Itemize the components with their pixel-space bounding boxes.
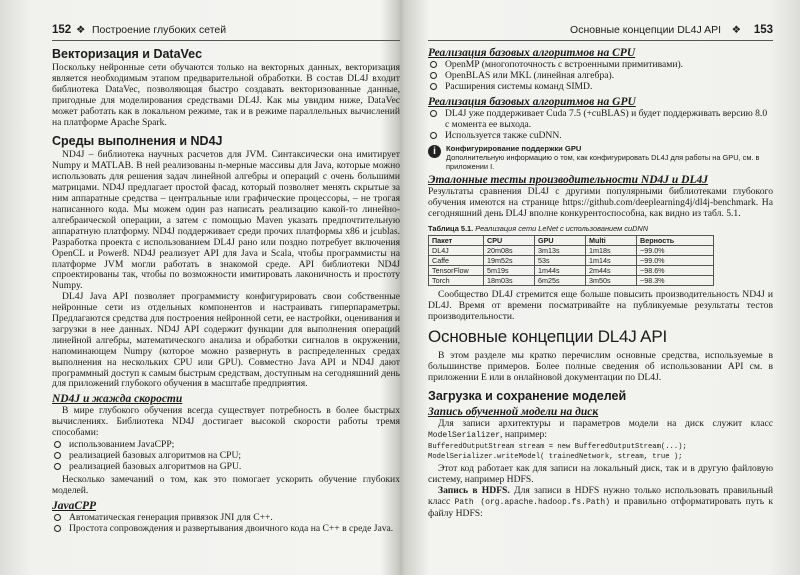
table-row bbox=[429, 276, 714, 286]
table-caption bbox=[428, 224, 773, 233]
table-cell: Caffe bbox=[429, 256, 484, 266]
bullet-circle-icon bbox=[430, 72, 437, 79]
heading-concepts: Основные концепции DL4J API bbox=[428, 326, 667, 346]
left-page-number: 152 bbox=[52, 24, 72, 36]
table-cell: 6m25s bbox=[535, 276, 586, 286]
table-cell: DL4J bbox=[429, 246, 484, 256]
left-page-content bbox=[52, 44, 400, 536]
hdfs-label: Запись в HDFS. bbox=[438, 485, 510, 497]
bullet-circle-icon bbox=[430, 61, 437, 68]
right-page bbox=[428, 0, 773, 575]
table-cell: 1m14s bbox=[586, 256, 637, 266]
table-cell: 20m08s bbox=[484, 246, 535, 256]
table-cell: TensorFlow bbox=[429, 266, 484, 276]
table-row bbox=[429, 246, 714, 256]
table-cell: 5m19s bbox=[484, 266, 535, 276]
header-bullet: ❖ bbox=[76, 24, 86, 36]
note-text: Дополнительную информацию о том, как конфигурировать DL4J для работы на GPU, см. в приложении I. bbox=[446, 153, 760, 172]
note-title: Конфигурирование поддержки GPU bbox=[446, 144, 582, 154]
paragraph-speed-2: Несколько замечаний о том, как это помогает ускорить обучение глубоких моделей. bbox=[52, 473, 400, 496]
list-item: DL4J уже поддерживает Cuda 7.5 (+cuBLAS) и будет поддерживать версию 8.0 с момента ее выхода. bbox=[428, 109, 773, 131]
table-cell: 53s bbox=[535, 256, 586, 266]
list-item: Автоматическая генерация привязок JNI для C++. bbox=[52, 513, 400, 524]
table-cell: ~98.3% bbox=[637, 276, 714, 286]
table-cell: 19m52s bbox=[484, 256, 535, 266]
table-header-row bbox=[429, 236, 714, 246]
paragraph-code-note: Этот код работает как для записи на локальный диск, так и в другую файловую систему, например HDFS. bbox=[428, 463, 773, 486]
left-page bbox=[52, 0, 400, 575]
list-item: Используется также cuDNN. bbox=[428, 131, 773, 142]
table-cell: ~99.0% bbox=[637, 246, 714, 256]
table-cell: 1m44s bbox=[535, 266, 586, 276]
left-running-head: Построение глубоких сетей bbox=[92, 24, 227, 36]
heading-cpu: Реализация базовых алгоритмов на CPU bbox=[428, 47, 636, 59]
list-item: реализацией базовых алгоритмов на CPU; bbox=[52, 451, 400, 462]
column-header: Верность bbox=[637, 236, 714, 246]
column-header: GPU bbox=[535, 236, 586, 246]
bullet-circle-icon bbox=[430, 132, 437, 139]
bullet-circle-icon bbox=[54, 514, 61, 521]
paragraph-vectorization: Поскольку нейронные сети обучаются только на векторных данных, векторизация является необходимым этапом предварительной обработки. В состав DL4J входит библиотека DataVec, позволяющая быстро создавать векторизованные данные, пригодные для моделирования средствами DL4J. Как мы увидим ниже, DataVec может работать как в локальном режиме, так и в режиме параллельных вычислений на платформе Apache Spark. bbox=[52, 62, 400, 128]
column-header: Multi bbox=[586, 236, 637, 246]
right-page-number: 153 bbox=[753, 24, 773, 36]
heading-speed: ND4J и жажда скорости bbox=[52, 393, 183, 406]
right-running-header bbox=[428, 24, 773, 41]
heading-javacpp: JavaCPP bbox=[52, 499, 97, 512]
table-cell: 2m44s bbox=[586, 266, 637, 276]
list-item: Простота сопровождения и развертывания двоичного кода на C++ в среде Java. bbox=[52, 524, 400, 535]
note-box bbox=[428, 144, 773, 171]
table-cell: 18m03s bbox=[484, 276, 535, 286]
bullet-circle-icon bbox=[54, 525, 61, 532]
heading-vectorization: Векторизация и DataVec bbox=[52, 47, 203, 61]
paragraph-community: Сообщество DL4J стремится еще больше повысить производительность ND4J и DL4J. Время от времени посматривайте на публикуемые результаты тестов производительности. bbox=[428, 289, 773, 322]
column-header: CPU bbox=[484, 236, 535, 246]
heading-gpu: Реализация базовых алгоритмов на GPU bbox=[428, 95, 636, 108]
table-row bbox=[429, 256, 714, 266]
right-running-head: Основные концепции DL4J API bbox=[570, 24, 721, 36]
code-block: BufferedOutputStream stream = new BufferedOutputStream(...); ModelSerializer.writeModel( trainedNetwork, stream, true ); bbox=[428, 443, 687, 461]
bullet-circle-icon bbox=[54, 441, 61, 448]
table-caption-text: Реализация сети LeNet с использованием cuDNN bbox=[475, 224, 649, 234]
list-item: использованием JavaCPP; bbox=[52, 440, 400, 451]
bullet-circle-icon bbox=[430, 110, 437, 117]
heading-runtime: Среды выполнения и ND4J bbox=[52, 134, 223, 149]
table-cell: 1m18s bbox=[586, 246, 637, 256]
paragraph-hdfs: Запись в HDFS. Для записи в HDFS нужно только использовать правильный класс Path (org.apache.hadoop.fs.Path) и правильно отформатировать путь к файлу HDFS: bbox=[428, 485, 773, 519]
right-page-content bbox=[428, 44, 773, 520]
list-item: OpenMP (многопоточность с встроенными примитивами). bbox=[428, 60, 773, 71]
left-running-header bbox=[52, 24, 400, 41]
paragraph-speed: В мире глубокого обучения всегда существует потребность в более быстрых вычислениях. Библиотека ND4J достигает высокой скорости работы тремя способами: bbox=[52, 405, 400, 439]
table-cell: ~98.6% bbox=[637, 266, 714, 276]
benchmark-table bbox=[428, 235, 714, 286]
table-cell: 3m50s bbox=[586, 276, 637, 286]
table-cell: 3m13s bbox=[535, 246, 586, 256]
heading-benchmarks: Эталонные тесты производительности ND4J и DL4J bbox=[428, 174, 708, 187]
header-bullet: ❖ bbox=[731, 24, 741, 36]
javacpp-list bbox=[52, 513, 400, 535]
list-item: реализацией базовых алгоритмов на GPU. bbox=[52, 462, 400, 473]
cpu-list bbox=[428, 60, 773, 93]
paragraph-benchmarks: Результаты сравнения DL4J с другими популярными библиотеками глубокого обучения имеются на странице https://github.com/deeplearning4j/dl4j-benchmark. На сегодняшний день DL4J вполне конкурентоспособна, как видно из табл. 5.1. bbox=[428, 186, 773, 220]
class-name: Path (org.apache.hadoop.fs.Path) bbox=[454, 497, 610, 507]
class-name: ModelSerializer bbox=[428, 430, 501, 440]
paragraph-write-model: Для записи архитектуры и параметров модели на диск служит класс ModelSerializer, например: bbox=[428, 417, 773, 440]
table-row bbox=[429, 266, 714, 276]
paragraph-concepts: В этом разделе мы кратко перечислим основные средства, используемые в большинстве примеров. Более полные сведения об использовании API см. в приложении E или в онлайновой документации по DL4J. bbox=[428, 349, 773, 383]
paragraph-nd4j-1: ND4J – библиотека научных расчетов для JVM. Синтаксически она имитирует Numpy и MATLAB. В ней реализованы n-мерные массивы для Java, которые можно использовать для решения задач линейной алгебры и операций с очень большими матрицами. ND4J предлагает простой фасад, который позволяет менять скрытые за ним аппаратные средства – центральные или графические процессоры, – не трогая написанного кода. Мы можем один раз написать реализацию какой-то линейно-алгебраической операции, а затем с помощью Maven указать предпочтительную аппаратную платформу. ND4J поддерживает среди прочих платформы x86 и jcublas. Разработка проекта с использованием DL4J рано или поздно потребует включения OpenCL и Power8. ND4J реализует API для Java и Scala, чтобы программисты на платформе JVM могли работать в знакомой среде. API библиотеки ND4J спроектированы так, чтобы по возможности имитировать лаконичность и простоту Numpy. bbox=[52, 149, 400, 292]
bullet-circle-icon bbox=[54, 452, 61, 459]
paragraph-nd4j-2: DL4J Java API позволяет программисту конфигурировать свои собственные нейронные сети из отдельных компонентов и настраивать гиперпараметры. Предлагаются средства для построения нейронной сети, ее настройки, оценивания и загрузки в нее данных. ND4J API содержит функции для выполнения операций линейной алгебры, математического анализа и обработки сигналов в окружении, напоминающем Numpy (которое можно развернуть в распределенных средах выполнения на нескольких CPU или GPU). Совместно Java API и ND4J дают программный доступ к самым быстрым средствам, доступным на сегодняшний день для приложений глубокого обучения в масштабе предприятия. bbox=[52, 291, 400, 390]
info-icon: i bbox=[428, 145, 441, 158]
list-item: OpenBLAS или MKL (линейная алгебра). bbox=[428, 71, 773, 82]
bullet-circle-icon bbox=[54, 463, 61, 470]
list-item: Расширения системы команд SIMD. bbox=[428, 82, 773, 93]
heading-load-save: Загрузка и сохранение моделей bbox=[428, 388, 627, 403]
speed-list bbox=[52, 440, 400, 473]
column-header: Пакет bbox=[429, 236, 484, 246]
gpu-list bbox=[428, 109, 773, 142]
heading-write-model: Запись обученной модели на диск bbox=[428, 405, 599, 418]
table-cell: ~99.0% bbox=[637, 256, 714, 266]
table-caption-number: Таблица 5.1. bbox=[428, 224, 474, 234]
table-cell: Torch bbox=[429, 276, 484, 286]
bullet-circle-icon bbox=[430, 83, 437, 90]
